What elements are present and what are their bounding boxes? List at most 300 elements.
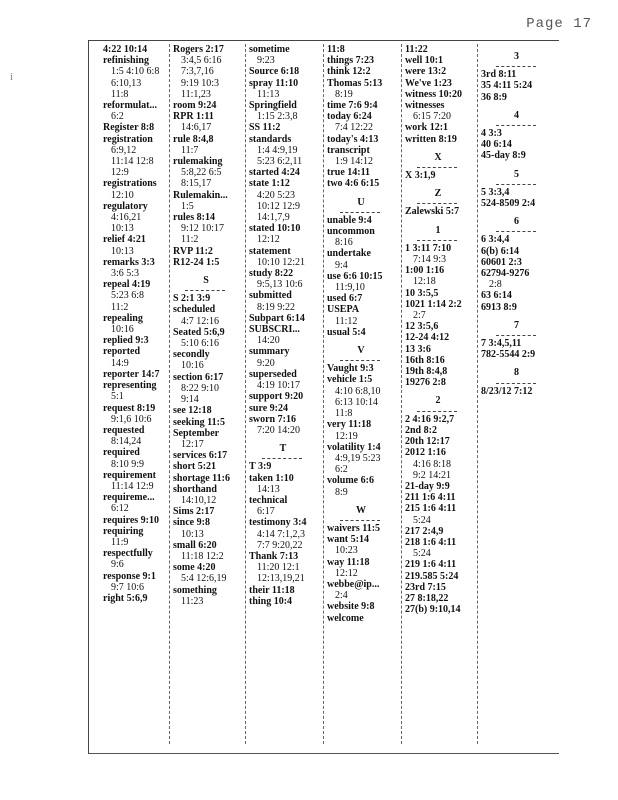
index-entry bbox=[173, 100, 245, 111]
index-entry bbox=[327, 248, 401, 270]
index-entry bbox=[173, 405, 245, 416]
section-letter bbox=[405, 225, 477, 241]
index-term: webbe@ip... bbox=[327, 578, 380, 590]
index-term: think 12:2 bbox=[327, 66, 371, 78]
index-entry bbox=[327, 134, 401, 145]
index-term: usual 5:4 bbox=[327, 326, 366, 338]
index-ref: 9:14 bbox=[181, 394, 199, 406]
index-term: 6(b) 6:14 bbox=[481, 245, 520, 257]
index-ref: 7:7 9:20,22 bbox=[257, 539, 303, 551]
index-term: repeal 4:19 bbox=[103, 279, 151, 291]
index-term: seeking 11:5 bbox=[173, 416, 225, 428]
index-entry bbox=[481, 386, 558, 397]
section-divider bbox=[185, 290, 225, 291]
index-entry bbox=[327, 557, 401, 579]
index-ref: 1:5 bbox=[181, 200, 194, 212]
index-ref: 6:15 7:20 bbox=[413, 111, 452, 123]
index-ref: 14:13 bbox=[257, 483, 280, 495]
index-term: way 11:18 bbox=[327, 556, 370, 568]
section-letter bbox=[481, 110, 558, 126]
index-entry bbox=[405, 355, 477, 366]
index-entry bbox=[249, 223, 323, 245]
index-ref: 11:14 12:8 bbox=[111, 156, 154, 168]
index-entry bbox=[249, 369, 323, 391]
index-ref: 12:12 bbox=[257, 234, 280, 246]
index-ref: 12:19 bbox=[335, 430, 358, 442]
index-term: USEPA bbox=[327, 304, 360, 316]
index-term: 6913 8:9 bbox=[481, 301, 517, 313]
index-entry bbox=[327, 534, 401, 556]
index-ref: 12:17 bbox=[181, 438, 204, 450]
index-entry bbox=[405, 604, 477, 615]
index-ref: 11:20 12:1 bbox=[257, 562, 300, 574]
index-entry bbox=[405, 537, 477, 559]
index-term: spray 11:10 bbox=[249, 77, 299, 89]
index-ref: 8:15,17 bbox=[181, 178, 212, 190]
index-term: transcript bbox=[327, 144, 370, 156]
index-entry bbox=[327, 475, 401, 497]
index-entry bbox=[405, 436, 477, 447]
index-entry bbox=[173, 134, 245, 156]
index-term: replied 9:3 bbox=[103, 335, 149, 347]
index-entry bbox=[405, 299, 477, 321]
index-entry bbox=[405, 559, 477, 570]
index-ref: 10:13 bbox=[111, 245, 134, 257]
index-entry bbox=[249, 78, 323, 100]
index-ref: 8:19 bbox=[335, 88, 353, 100]
section-letter-label: S bbox=[203, 275, 209, 287]
index-term: RPR 1:11 bbox=[173, 111, 214, 123]
index-term: 1:00 1:16 bbox=[405, 265, 445, 277]
index-entry bbox=[481, 128, 558, 139]
index-ref: 9:4 bbox=[335, 259, 348, 271]
index-term: 16th 8:16 bbox=[405, 354, 445, 366]
index-term: 19276 2:8 bbox=[405, 377, 446, 389]
index-entry bbox=[249, 66, 323, 77]
index-term: requireme... bbox=[103, 492, 155, 504]
index-entry bbox=[327, 613, 401, 624]
index-ref: 4:9,19 5:23 bbox=[335, 452, 381, 464]
index-term: remarks 3:3 bbox=[103, 256, 155, 268]
index-ref: 1:5 4:10 6:8 bbox=[111, 66, 160, 78]
index-term: sure 9:24 bbox=[249, 402, 288, 414]
index-term: submitted bbox=[249, 290, 292, 302]
index-ref: 10:16 bbox=[111, 324, 134, 336]
index-term: sometime bbox=[249, 44, 290, 55]
index-ref: 6:2 bbox=[335, 464, 348, 476]
index-entry bbox=[405, 66, 477, 77]
index-ref: 12:10 bbox=[111, 189, 134, 201]
index-term: 7 3:4,5,11 bbox=[481, 338, 522, 350]
index-term: testimony 3:4 bbox=[249, 517, 307, 529]
index-entry bbox=[173, 585, 245, 607]
index-entry bbox=[405, 492, 477, 503]
index-entry bbox=[327, 226, 401, 248]
index-ref: 14:10,12 bbox=[181, 494, 217, 506]
index-term: well 10:1 bbox=[405, 55, 444, 67]
index-ref: 11:8 bbox=[335, 408, 353, 420]
index-ref: 9:23 bbox=[257, 55, 275, 67]
index-entry bbox=[405, 321, 477, 332]
index-term: 35 4:11 5:24 bbox=[481, 80, 533, 92]
index-ref: 11:2 bbox=[181, 234, 199, 246]
index-term: rules 8:14 bbox=[173, 212, 215, 224]
index-term: right 5:6,9 bbox=[103, 592, 148, 604]
index-entry bbox=[173, 212, 245, 246]
index-entry bbox=[173, 293, 245, 304]
index-entry bbox=[103, 279, 169, 313]
section-letter bbox=[405, 395, 477, 411]
index-entry bbox=[173, 484, 245, 506]
index-entry bbox=[405, 582, 477, 593]
index-entry bbox=[173, 540, 245, 562]
index-entry bbox=[173, 190, 245, 212]
index-term: 2012 1:16 bbox=[405, 447, 446, 459]
index-term: 524-8509 2:4 bbox=[481, 198, 536, 210]
index-ref: 8:9 bbox=[335, 486, 348, 498]
index-term: 45-day 8:9 bbox=[481, 150, 526, 162]
index-ref: 9:1,6 10:6 bbox=[111, 413, 152, 425]
index-column-4 bbox=[324, 44, 402, 744]
index-term: reported bbox=[103, 346, 141, 358]
index-entry bbox=[327, 178, 401, 189]
index-entry bbox=[327, 442, 401, 476]
section-divider bbox=[496, 231, 536, 232]
index-term: 60601 2:3 bbox=[481, 256, 522, 268]
index-term: 13 3:6 bbox=[405, 343, 431, 355]
index-entry bbox=[327, 523, 401, 534]
index-term: 218 1:6 4:11 bbox=[405, 536, 457, 548]
index-entry bbox=[103, 201, 169, 235]
index-term: Subpart 6:14 bbox=[249, 312, 305, 324]
index-ref: 4:10 6:8,10 bbox=[335, 385, 381, 397]
index-ref: 6:12 bbox=[111, 503, 129, 515]
index-ref: 5:4 12:6,19 bbox=[181, 573, 227, 585]
index-term: 19th 8:4,8 bbox=[405, 366, 448, 378]
index-term: X 3:1,9 bbox=[405, 170, 436, 182]
index-term: today's 4:13 bbox=[327, 133, 379, 145]
index-entry bbox=[327, 304, 401, 326]
index-ref: 4:16 8:18 bbox=[413, 458, 452, 470]
index-entry bbox=[327, 111, 401, 133]
section-letter-label: 7 bbox=[514, 319, 519, 331]
index-entry bbox=[173, 257, 245, 268]
index-ref: 6:9,12 bbox=[111, 144, 137, 156]
index-term: shorthand bbox=[173, 483, 217, 495]
index-ref: 12:12 bbox=[335, 567, 358, 579]
section-letter-label: 6 bbox=[514, 216, 519, 228]
index-entry bbox=[173, 372, 245, 406]
index-entry bbox=[481, 290, 558, 301]
index-term: want 5:14 bbox=[327, 534, 369, 546]
index-entry bbox=[327, 78, 401, 100]
index-ref: 12:13,19,21 bbox=[257, 573, 305, 585]
index-entry bbox=[481, 139, 558, 150]
index-term: today 6:24 bbox=[327, 111, 372, 123]
index-term: their 11:18 bbox=[249, 584, 295, 596]
index-term: 10 3:5,5 bbox=[405, 287, 439, 299]
index-term: started 4:24 bbox=[249, 167, 300, 179]
index-ref: 8:19 9:22 bbox=[257, 301, 296, 313]
index-term: requires 9:10 bbox=[103, 514, 160, 526]
index-term: work 12:1 bbox=[405, 122, 449, 134]
index-column-6 bbox=[478, 44, 558, 744]
index-term: 5 3:3,4 bbox=[481, 186, 510, 198]
index-term: refinishing bbox=[103, 55, 149, 67]
index-term: waivers 11:5 bbox=[327, 522, 381, 534]
index-entry bbox=[249, 414, 323, 436]
index-entry bbox=[173, 506, 245, 517]
index-entry bbox=[103, 425, 169, 447]
index-term: some 4:20 bbox=[173, 562, 216, 574]
section-letter bbox=[327, 345, 401, 361]
index-entry bbox=[405, 481, 477, 492]
index-entry bbox=[405, 243, 477, 265]
index-term: request 8:19 bbox=[103, 402, 156, 414]
index-entry bbox=[249, 44, 323, 66]
index-term: respectfully bbox=[103, 548, 153, 560]
index-entry bbox=[481, 302, 558, 313]
index-term: registrations bbox=[103, 178, 157, 190]
index-entry bbox=[327, 66, 401, 77]
index-term: uncommon bbox=[327, 226, 375, 238]
index-ref: 11:14 12:9 bbox=[111, 480, 154, 492]
index-entry bbox=[249, 134, 323, 168]
index-entry bbox=[405, 89, 477, 100]
index-entry bbox=[249, 178, 323, 223]
section-divider bbox=[496, 383, 536, 384]
index-ref: 4:7 12:16 bbox=[181, 315, 220, 327]
index-entry bbox=[405, 100, 477, 122]
index-term: time 7:6 9:4 bbox=[327, 100, 378, 112]
index-ref: 14:6,17 bbox=[181, 122, 212, 134]
index-entry bbox=[103, 346, 169, 368]
index-ref: 11:12 bbox=[335, 315, 358, 327]
index-term: Register 8:8 bbox=[103, 122, 155, 134]
index-term: 219.585 5:24 bbox=[405, 570, 459, 582]
index-ref: 4:20 5:23 bbox=[257, 189, 296, 201]
index-term: vehicle 1:5 bbox=[327, 374, 373, 386]
index-term: 63 6:14 bbox=[481, 290, 512, 302]
index-entry bbox=[103, 55, 169, 100]
index-entry bbox=[405, 447, 477, 481]
index-column-1 bbox=[100, 44, 170, 744]
index-entry bbox=[249, 585, 323, 596]
index-entry bbox=[405, 425, 477, 436]
index-entry bbox=[481, 257, 558, 268]
index-term: website 9:8 bbox=[327, 601, 375, 613]
index-ref: 14:1,7,9 bbox=[257, 212, 290, 224]
index-entry bbox=[327, 167, 401, 178]
index-entry bbox=[405, 78, 477, 89]
section-letter-label: 4 bbox=[514, 109, 519, 121]
index-entry bbox=[481, 268, 558, 290]
index-ref: 11:7 bbox=[181, 144, 199, 156]
index-term: thing 10:4 bbox=[249, 595, 293, 607]
index-ref: 4:19 10:17 bbox=[257, 380, 301, 392]
section-letter-label: Z bbox=[434, 188, 442, 200]
index-term: Rogers 2:17 bbox=[173, 44, 224, 55]
index-term: Springfield bbox=[249, 100, 297, 112]
index-ref: 14:9 bbox=[111, 357, 129, 369]
index-term: 782-5544 2:9 bbox=[481, 349, 536, 361]
index-term: statement bbox=[249, 245, 291, 257]
index-term: services 6:17 bbox=[173, 450, 228, 462]
index-ref: 11:9 bbox=[111, 536, 129, 548]
index-term: Sims 2:17 bbox=[173, 506, 215, 518]
index-term: state 1:12 bbox=[249, 178, 290, 190]
index-ref: 9:20 bbox=[257, 357, 275, 369]
index-term: reformulat... bbox=[103, 100, 157, 112]
section-divider bbox=[496, 335, 536, 336]
section-letter bbox=[327, 197, 401, 213]
index-term: 27 8:18,22 bbox=[405, 592, 449, 604]
index-ref: 11:18 12:2 bbox=[181, 550, 224, 562]
index-entry bbox=[173, 562, 245, 584]
section-divider bbox=[496, 66, 536, 67]
index-term: SS 11:2 bbox=[249, 122, 281, 134]
section-letter bbox=[249, 443, 323, 459]
index-entry bbox=[103, 380, 169, 402]
index-term: room 9:24 bbox=[173, 100, 217, 112]
index-term: 11:22 bbox=[405, 44, 428, 55]
index-term: repealing bbox=[103, 312, 143, 324]
index-ref: 14:20 bbox=[257, 335, 280, 347]
index-entry bbox=[249, 596, 323, 607]
index-ref: 2:4 bbox=[335, 590, 348, 602]
index-term: RVP 11:2 bbox=[173, 245, 213, 257]
index-entry bbox=[249, 246, 323, 268]
index-entry bbox=[173, 304, 245, 326]
index-term: relief 4:21 bbox=[103, 234, 146, 246]
index-term: 2nd 8:2 bbox=[405, 424, 437, 436]
index-ref: 5:10 6:16 bbox=[181, 338, 220, 350]
index-ref: 5:1 bbox=[111, 391, 124, 403]
index-ref: 10:10 12:21 bbox=[257, 256, 306, 268]
index-entry bbox=[405, 332, 477, 343]
section-letter bbox=[481, 216, 558, 232]
section-divider bbox=[496, 184, 536, 185]
index-term: written 8:19 bbox=[405, 133, 457, 145]
index-entry bbox=[405, 344, 477, 355]
index-entry bbox=[327, 215, 401, 226]
section-letter-label: W bbox=[356, 504, 366, 516]
index-ref: 9:19 10:3 bbox=[181, 77, 220, 89]
index-term: 62794-9276 bbox=[481, 268, 530, 280]
index-ref: 8:16 bbox=[335, 237, 353, 249]
index-ref: 9:6 bbox=[111, 559, 124, 571]
index-term: R12-24 1:5 bbox=[173, 256, 220, 268]
index-ref: 5:23 6:2,11 bbox=[257, 156, 303, 168]
index-term: undertake bbox=[327, 248, 371, 260]
index-term: stated 10:10 bbox=[249, 223, 301, 235]
index-term: technical bbox=[249, 494, 288, 506]
index-entry bbox=[327, 271, 401, 293]
index-term: Vaught 9:3 bbox=[327, 363, 374, 375]
index-term: summary bbox=[249, 346, 290, 358]
index-entry bbox=[249, 313, 323, 324]
index-term: 1021 1:14 2:2 bbox=[405, 298, 462, 310]
index-term: small 6:20 bbox=[173, 539, 217, 551]
section-divider bbox=[262, 458, 302, 459]
index-entry bbox=[405, 55, 477, 66]
index-entry bbox=[327, 145, 401, 167]
index-entry bbox=[327, 293, 401, 304]
index-term: 3rd 8:11 bbox=[481, 69, 517, 81]
index-entry bbox=[249, 346, 323, 368]
index-entry bbox=[481, 246, 558, 257]
index-term: 6 3:4,4 bbox=[481, 234, 510, 246]
index-term: true 14:11 bbox=[327, 167, 371, 179]
section-letter bbox=[481, 169, 558, 185]
index-term: 36 8:9 bbox=[481, 91, 507, 103]
index-ref: 11:2 bbox=[111, 301, 129, 313]
index-ref: 3:6 5:3 bbox=[111, 268, 140, 280]
index-entry bbox=[103, 492, 169, 514]
index-term: 23rd 7:15 bbox=[405, 581, 446, 593]
index-term: T 3:9 bbox=[249, 461, 272, 473]
index-term: Thomas 5:13 bbox=[327, 77, 383, 89]
index-ref: 9:5,13 10:6 bbox=[257, 279, 303, 291]
section-letter bbox=[481, 367, 558, 383]
index-ref: 6:13 10:14 bbox=[335, 396, 379, 408]
index-entry bbox=[103, 100, 169, 122]
index-ref: 8:14,24 bbox=[111, 436, 142, 448]
index-term: short 5:21 bbox=[173, 461, 217, 473]
index-ref: 9:12 10:17 bbox=[181, 223, 225, 235]
index-ref: 2:8 bbox=[489, 279, 502, 291]
index-entry bbox=[173, 461, 245, 472]
index-entry bbox=[173, 111, 245, 133]
index-term: support 9:20 bbox=[249, 391, 304, 403]
index-term: SUBSCRI... bbox=[249, 324, 300, 336]
index-term: 211 1:6 4:11 bbox=[405, 492, 456, 504]
index-entry bbox=[103, 571, 169, 593]
index-term: Zalewski 5:7 bbox=[405, 206, 460, 218]
index-ref: 4:14 7:1,2,3 bbox=[257, 528, 306, 540]
index-term: Source 6:18 bbox=[249, 66, 300, 78]
index-entry bbox=[103, 447, 169, 469]
index-entry bbox=[249, 495, 323, 517]
index-term: witnesses bbox=[405, 100, 445, 112]
index-ref: 11:8 bbox=[111, 88, 129, 100]
section-divider bbox=[417, 240, 457, 241]
index-term: 12-24 4:12 bbox=[405, 332, 450, 344]
index-term: scheduled bbox=[173, 304, 216, 316]
index-ref: 11:13 bbox=[257, 88, 280, 100]
index-entry bbox=[103, 526, 169, 548]
index-term: study 8:22 bbox=[249, 268, 294, 280]
index-ref: 1:9 14:12 bbox=[335, 156, 374, 168]
index-ref: 10:13 bbox=[181, 528, 204, 540]
index-ref: 11:1,23 bbox=[181, 88, 211, 100]
section-letter-label: 2 bbox=[435, 395, 441, 407]
index-entry bbox=[327, 601, 401, 612]
index-entry bbox=[103, 257, 169, 279]
index-entry bbox=[405, 526, 477, 537]
index-term: September bbox=[173, 427, 220, 439]
index-term: unable 9:4 bbox=[327, 214, 372, 226]
index-ref: 9:2 14:21 bbox=[413, 469, 452, 481]
index-entry bbox=[173, 450, 245, 461]
index-term: 11:8 bbox=[327, 44, 345, 55]
index-entry bbox=[481, 92, 558, 103]
index-entry bbox=[327, 374, 401, 419]
index-entry bbox=[481, 234, 558, 245]
index-ref: 8:10 9:9 bbox=[111, 458, 145, 470]
section-letter bbox=[481, 51, 558, 67]
index-entry bbox=[249, 167, 323, 178]
